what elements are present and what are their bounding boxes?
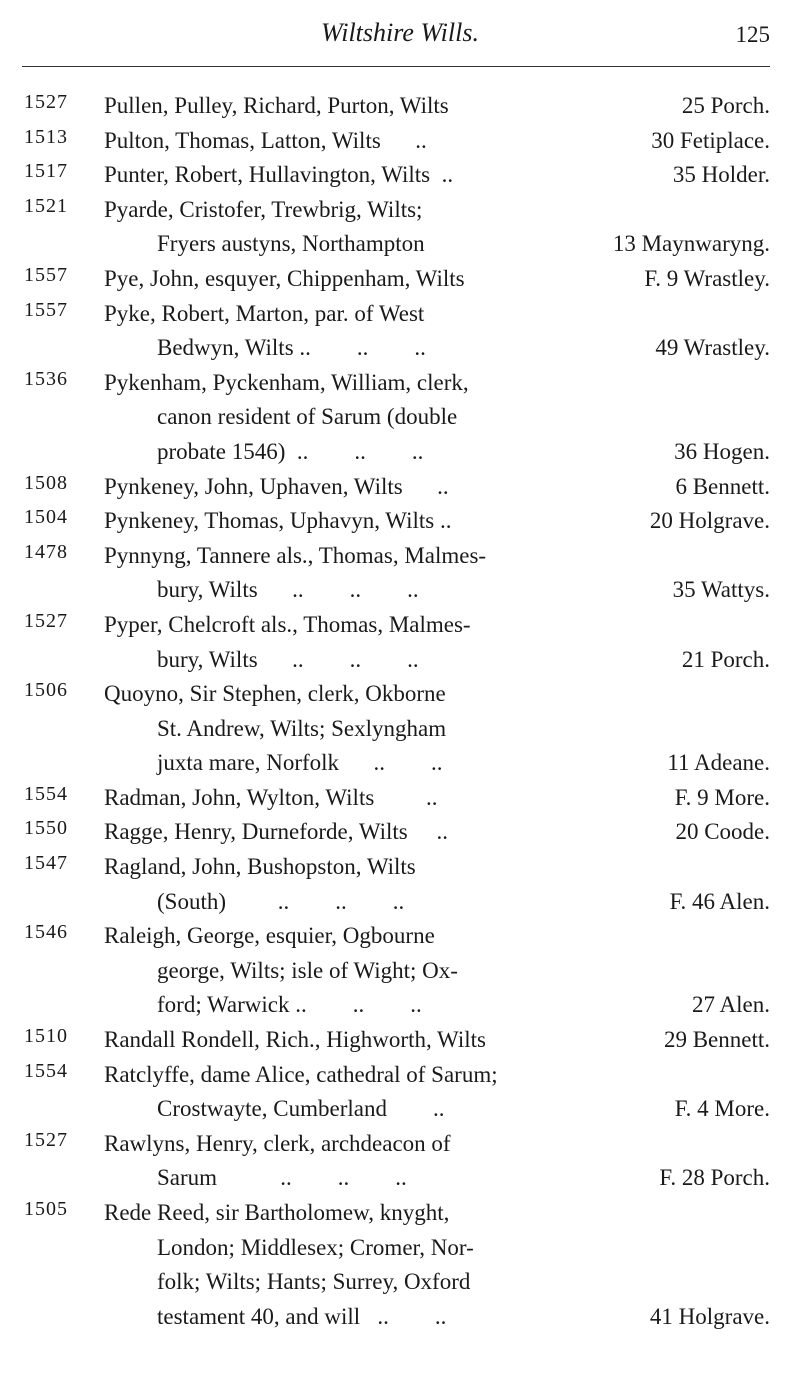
will-entry: [0, 124, 800, 159]
entry-line: [0, 919, 800, 954]
entry-line: [0, 400, 800, 435]
entry-year: 1521: [24, 194, 68, 217]
entry-line: [0, 193, 800, 228]
entry-line: [0, 297, 800, 332]
entry-text: Quoyno, Sir Stephen, clerk, Okborne: [104, 681, 446, 707]
entry-text: canon resident of Sarum (double: [157, 404, 458, 430]
entry-line: [0, 1161, 800, 1196]
entry-line: [0, 331, 800, 366]
entry-year: 1478: [24, 540, 68, 563]
entry-reference: F. 28 Porch.: [659, 1165, 770, 1191]
entry-year: 1505: [24, 1198, 68, 1220]
entry-text: probate 1546) .. .. ..: [157, 438, 424, 464]
will-entry: [0, 193, 800, 262]
entry-line: [0, 781, 800, 816]
entry-line: [0, 885, 800, 920]
entry-line: [0, 815, 800, 850]
entry-line: [0, 746, 800, 781]
entry-text: Pye, John, esquyer, Chippenham, Wilts: [104, 265, 465, 291]
will-entry: [0, 815, 800, 850]
will-entry: [0, 1023, 800, 1058]
entry-line: [0, 262, 800, 297]
entry-text: Fryers austyns, Northampton: [157, 231, 425, 257]
will-entry: [0, 297, 800, 366]
entry-year: 1557: [24, 263, 68, 286]
entry-text: Ratclyffe, dame Alice, cathedral of Sarum;: [104, 1061, 498, 1087]
entry-line: [0, 539, 800, 574]
entry-reference: F. 46 Alen.: [669, 888, 770, 914]
entry-year: 1506: [24, 679, 68, 702]
will-entry: [0, 1196, 800, 1334]
entry-text: testament 40, and will .. ..: [157, 1303, 447, 1329]
entry-line: [0, 1023, 800, 1058]
entry-year: 1557: [24, 298, 68, 321]
entry-line: [0, 608, 800, 643]
entry-year: 1554: [24, 1059, 68, 1082]
entry-reference: F. 9 More.: [674, 784, 770, 810]
entry-reference: F. 4 More.: [674, 1096, 770, 1122]
entry-text: ford; Warwick .. .. ..: [157, 992, 422, 1018]
entry-line: [0, 435, 800, 470]
entry-line: [0, 1092, 800, 1127]
entry-line: [0, 677, 800, 712]
entry-text: Sarum .. .. ..: [157, 1165, 407, 1191]
entry-line: [0, 1300, 800, 1335]
entry-text: Ragland, John, Bushopston, Wilts: [104, 854, 416, 880]
entry-text: London; Middlesex; Cromer, Nor-: [157, 1234, 474, 1260]
entry-text: bury, Wilts .. .. ..: [157, 577, 419, 603]
will-entry: [0, 919, 800, 1023]
entry-reference: 35 Wattys.: [672, 577, 770, 603]
entry-text: Ragge, Henry, Durneforde, Wilts ..: [104, 819, 448, 845]
entry-year: 1554: [24, 782, 68, 805]
entry-reference: 35 Holder.: [672, 162, 770, 188]
header-rule: [22, 66, 770, 67]
entry-line: [0, 712, 800, 747]
entry-line: [0, 643, 800, 678]
entry-year: 1508: [24, 471, 68, 494]
will-entry: [0, 1058, 800, 1127]
entry-text: Randall Rondell, Rich., Highworth, Wilts: [104, 1027, 486, 1053]
entry-text: Pulton, Thomas, Latton, Wilts ..: [104, 127, 427, 153]
will-entry: [0, 608, 800, 677]
page-header: [0, 18, 800, 58]
page-number: 125: [735, 22, 770, 47]
entry-year: 1517: [24, 160, 68, 183]
entry-text: Pynkeney, Thomas, Uphavyn, Wilts ..: [104, 508, 452, 534]
will-entry: [0, 366, 800, 470]
entry-text: folk; Wilts; Hants; Surrey, Oxford: [157, 1269, 471, 1295]
entry-text: Rede Reed, sir Bartholomew, knyght,: [104, 1200, 450, 1225]
entry-text: (South) .. .. ..: [157, 888, 405, 914]
will-entry: [0, 262, 800, 297]
entry-year: 1527: [24, 91, 68, 113]
entry-reference: 11 Adeane.: [667, 750, 770, 776]
entry-line: [0, 1058, 800, 1093]
running-title: Wiltshire Wills.: [321, 18, 479, 47]
will-entry: [0, 504, 800, 539]
entry-reference: 27 Alen.: [692, 992, 770, 1018]
entry-reference: 49 Wrastley.: [655, 335, 770, 361]
entry-line: [0, 1231, 800, 1266]
entry-text: bury, Wilts .. .. ..: [157, 646, 419, 672]
entry-reference: 13 Maynwaryng.: [612, 231, 770, 257]
entry-text: St. Andrew, Wilts; Sexlyngham: [157, 715, 447, 741]
entry-reference: 41 Holgrave.: [649, 1303, 770, 1329]
entry-year: 1504: [24, 506, 68, 529]
will-entry: [0, 1127, 800, 1196]
entry-year: 1513: [24, 125, 68, 148]
entry-reference: 20 Coode.: [675, 819, 770, 845]
entry-text: Rawlyns, Henry, clerk, archdeacon of: [104, 1130, 451, 1156]
entry-text: Pyarde, Cristofer, Trewbrig, Wilts;: [104, 196, 423, 222]
will-entries-list: [0, 89, 800, 1334]
entry-line: [0, 366, 800, 401]
entry-line: [0, 89, 800, 124]
entry-reference: 36 Hogen.: [674, 438, 770, 464]
entry-text: Raleigh, George, esquier, Ogbourne: [104, 923, 435, 949]
entry-text: Pynnyng, Tannere als., Thomas, Malmes-: [104, 542, 487, 568]
entry-year: 1546: [24, 921, 68, 944]
entry-line: [0, 850, 800, 885]
entry-reference: 29 Bennett.: [663, 1027, 770, 1053]
entry-text: juxta mare, Norfolk .. ..: [157, 750, 443, 776]
entry-text: Pynkeney, John, Uphaven, Wilts ..: [104, 473, 449, 499]
entry-line: [0, 124, 800, 159]
entry-year: 1527: [24, 1128, 68, 1151]
entry-year: 1536: [24, 367, 68, 390]
entry-text: Bedwyn, Wilts .. .. ..: [157, 335, 426, 361]
will-entry: [0, 781, 800, 816]
entry-text: Pullen, Pulley, Richard, Purton, Wilts: [104, 93, 449, 118]
entry-reference: 20 Holgrave.: [649, 508, 770, 534]
entry-text: Crostwayte, Cumberland ..: [157, 1096, 445, 1122]
entry-line: [0, 954, 800, 989]
entry-text: Pyper, Chelcroft als., Thomas, Malmes-: [104, 611, 471, 637]
entry-reference: 25 Porch.: [681, 93, 770, 118]
entry-line: [0, 1127, 800, 1162]
entry-line: [0, 504, 800, 539]
entry-line: [0, 470, 800, 505]
entry-line: [0, 1265, 800, 1300]
entry-year: 1550: [24, 817, 68, 840]
entry-reference: 21 Porch.: [681, 646, 770, 672]
entry-year: 1547: [24, 852, 68, 875]
entry-line: [0, 1196, 800, 1231]
entry-reference: 6 Bennett.: [675, 473, 770, 499]
entry-year: 1510: [24, 1025, 68, 1048]
entry-text: Radman, John, Wylton, Wilts ..: [104, 784, 438, 810]
will-entry: [0, 89, 800, 124]
entry-reference: 30 Fetiplace.: [651, 127, 770, 153]
will-entry: [0, 677, 800, 781]
entry-line: [0, 988, 800, 1023]
entry-line: [0, 573, 800, 608]
entry-reference: F. 9 Wrastley.: [644, 265, 770, 291]
will-entry: [0, 850, 800, 919]
will-entry: [0, 158, 800, 193]
will-entry: [0, 539, 800, 608]
entry-text: george, Wilts; isle of Wight; Ox-: [157, 957, 458, 983]
entry-text: Punter, Robert, Hullavington, Wilts ..: [104, 162, 454, 188]
will-entry: [0, 470, 800, 505]
entry-text: Pykenham, Pyckenham, William, clerk,: [104, 369, 469, 395]
entry-text: Pyke, Robert, Marton, par. of West: [104, 300, 425, 326]
entry-line: [0, 227, 800, 262]
entry-line: [0, 158, 800, 193]
entry-year: 1527: [24, 609, 68, 632]
